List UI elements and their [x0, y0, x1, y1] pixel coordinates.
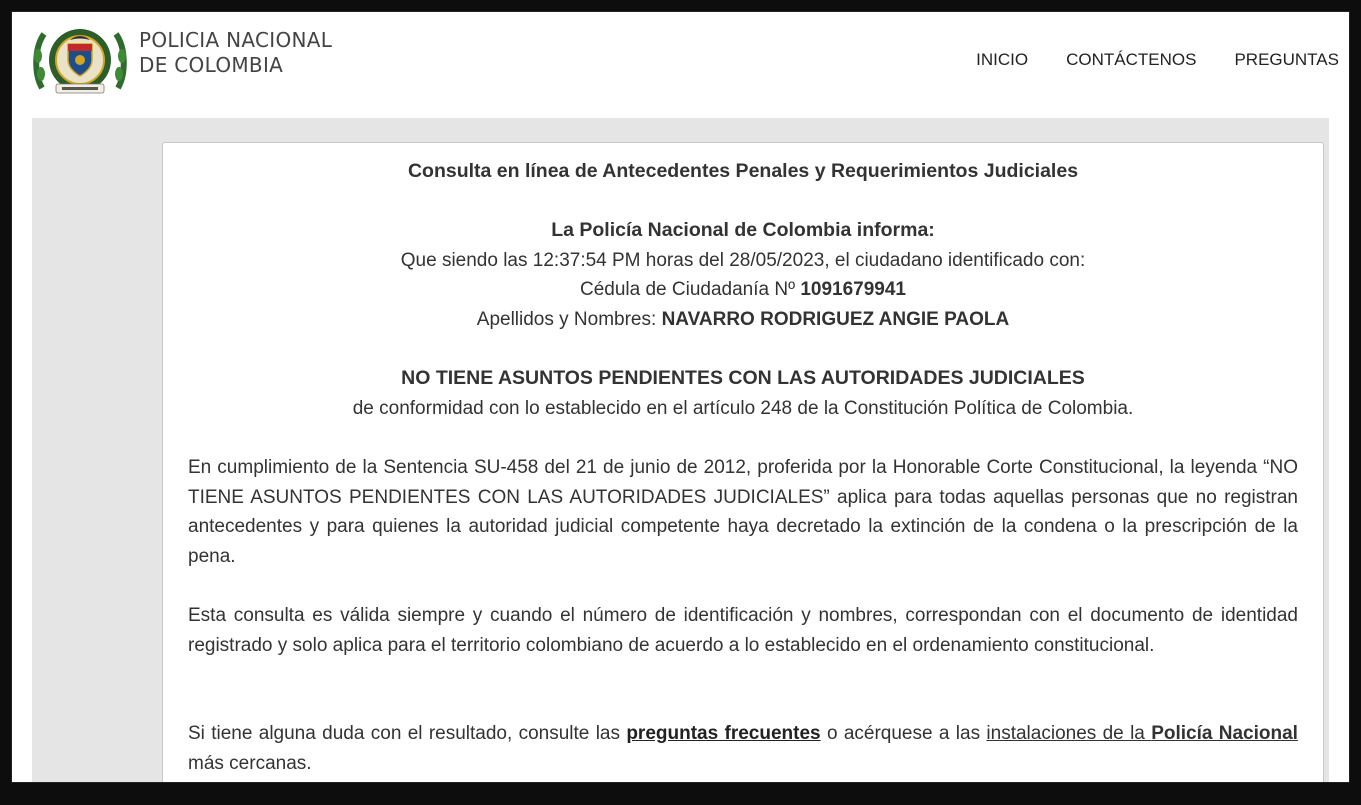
id-line: [163, 275, 1323, 305]
sentence-paragraph: En cumplimiento de la Sentencia SU-458 del 21 de junio de 2012, proferida por la Honorable Corte Constitucional, la leyenda “NO TIENE ASUNTOS PENDIENTES CON LAS AUTORIDADES JUDICIALES” aplica para todas aquellas personas que no registran antecedentes y para quienes la autoridad judicial competente haya decretado la extinción de la condena o la prescripción de la pena.: [188, 457, 1298, 567]
inform-heading: La Policía Nacional de Colombia informa:: [551, 219, 935, 241]
id-number: 1091679941: [800, 279, 906, 300]
card-title: Consulta en línea de Antecedentes Penales y Requerimientos Judiciales: [407, 160, 1079, 182]
site-header: [12, 12, 1349, 117]
consult-time-line: Que siendo las 12:37:54 PM horas del 28/05/2023, el ciudadano identificado con:: [400, 250, 1086, 271]
browser-viewport: [12, 12, 1349, 782]
names-value: NAVARRO RODRIGUEZ ANGIE PAOLA: [661, 309, 1010, 330]
help-text-after: más cercanas.: [188, 752, 312, 774]
locations-link[interactable]: [986, 723, 1298, 744]
nav-contactenos[interactable]: CONTÁCTENOS: [1066, 50, 1197, 69]
police-emblem-icon[interactable]: [32, 26, 128, 96]
validity-paragraph: Esta consulta es válida siempre y cuando el número de identificación y nombres, correspondan con el documento de identidad registrado y solo aplica para el territorio colombiano de acuerdo a lo establecido en el ordenamiento constitucional.: [188, 605, 1298, 656]
faq-link[interactable]: preguntas frecuentes: [626, 723, 821, 744]
help-text-mid: o acérquese a las: [820, 723, 987, 744]
help-text-before: Si tiene alguna duda con el resultado, consulte las: [188, 723, 627, 744]
help-paragraph: [188, 719, 1298, 778]
names-line: [163, 305, 1323, 335]
id-label: Cédula de Ciudadanía Nº: [580, 279, 796, 300]
result-card: [162, 142, 1324, 782]
locations-link-bold: Policía Nacional: [1151, 723, 1298, 744]
brand-line-2: DE COLOMBIA: [139, 53, 284, 77]
nav-inicio[interactable]: INICIO: [976, 50, 1029, 69]
main-nav: [938, 50, 1339, 70]
result-status: NO TIENE ASUNTOS PENDIENTES CON LAS AUTORIDADES JUDICIALES: [401, 367, 1085, 389]
content-area: [32, 118, 1329, 782]
result-status-sub: de conformidad con lo establecido en el artículo 248 de la Constitución Política de Colombia.: [352, 398, 1134, 419]
brand-line-1: POLICIA NACIONAL: [139, 28, 333, 52]
site-brand[interactable]: [139, 28, 332, 78]
nav-preguntas[interactable]: PREGUNTAS: [1234, 50, 1339, 69]
names-label: Apellidos y Nombres:: [476, 309, 657, 330]
locations-link-plain: instalaciones de la: [986, 723, 1152, 744]
